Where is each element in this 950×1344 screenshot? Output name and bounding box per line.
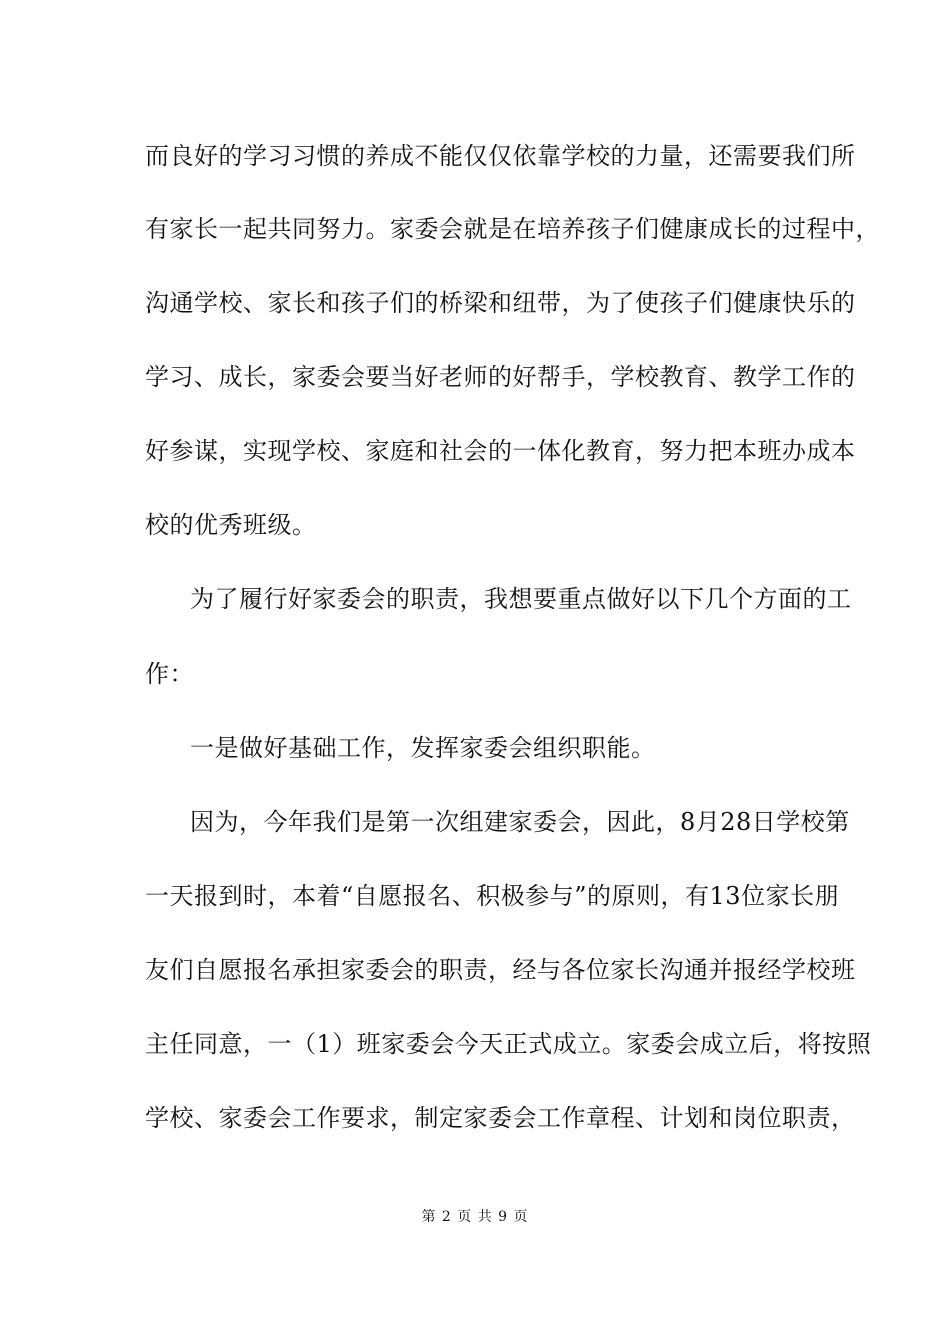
text-line-8: 作： <box>145 660 194 688</box>
text-line-14: 学校、家委会工作要求，制定家委会工作章程、计划和岗位职责， <box>145 1104 856 1132</box>
text-line-6: 校的优秀班级。 <box>145 511 317 539</box>
text-line-4: 学习、成长，家委会要当好老师的好帮手，学校教育、教学工作的 <box>145 363 856 391</box>
text-line-13: 主任同意，一（1）班家委会今天正式成立。家委会成立后，将按照 <box>145 1030 872 1058</box>
text-line-3: 沟通学校、家长和孩子们的桥梁和纽带，为了使孩子们健康快乐的 <box>145 289 856 317</box>
text-line-7: 为了履行好家委会的职责，我想要重点做好以下几个方面的工 <box>190 585 852 613</box>
text-line-1: 而良好的学习习惯的养成不能仅仅依靠学校的力量，还需要我们所 <box>145 142 856 170</box>
text-line-2: 有家长一起共同努力。家委会就是在培养孩子们健康成长的过程中， <box>145 215 880 243</box>
text-line-10: 因为，今年我们是第一次组建家委会，因此，8月28日学校第 <box>190 808 850 836</box>
page-footer: 第 2 页 共 9 页 <box>421 1209 529 1225</box>
text-line-12: 友们自愿报名承担家委会的职责，经与各位家长沟通并报经学校班 <box>145 956 856 984</box>
text-line-9: 一是做好基础工作，发挥家委会组织职能。 <box>190 734 656 762</box>
text-line-5: 好参谋，实现学校、家庭和社会的一体化教育，努力把本班办成本 <box>145 437 856 465</box>
text-line-11: 一天报到时，本着“自愿报名、积极参与”的原则，有13位家长朋 <box>145 882 840 910</box>
